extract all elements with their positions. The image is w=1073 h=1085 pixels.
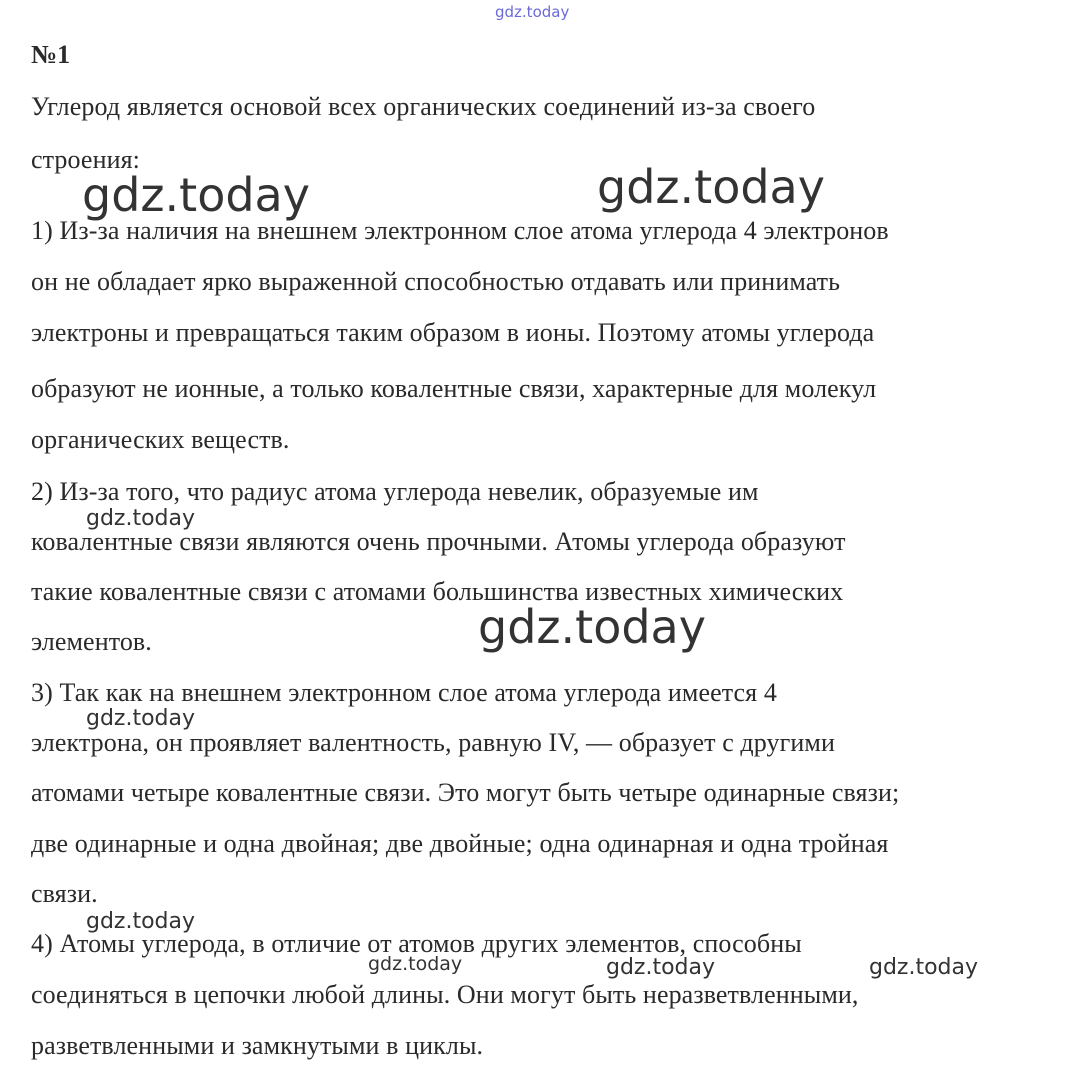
text-line: такие ковалентные связи с атомами большинства известных химических bbox=[31, 577, 844, 606]
watermark: gdz.today bbox=[597, 160, 825, 214]
text-line: образуют не ионные, а только ковалентные связи, характерные для молекул bbox=[31, 374, 877, 403]
text-line: связи. bbox=[31, 879, 98, 908]
watermark: gdz.today bbox=[86, 706, 196, 731]
text-line: электроны и превращаться таким образом в ионы. Поэтому атомы углерода bbox=[31, 318, 875, 347]
text-line: органических веществ. bbox=[31, 425, 290, 454]
watermark: gdz.today bbox=[869, 955, 979, 980]
text-line: ковалентные связи являются очень прочными. Атомы углерода образуют bbox=[31, 527, 846, 556]
watermark: gdz.today bbox=[86, 909, 196, 934]
text-line: электрона, он проявляет валентность, равную IV, — образует с другими bbox=[31, 728, 835, 757]
header-watermark: gdz.today bbox=[495, 3, 570, 21]
text-line: 2) Из-за того, что радиус атома углерода невелик, образуемые им bbox=[31, 477, 759, 506]
text-line: соединяться в цепочки любой длины. Они могут быть неразветвленными, bbox=[31, 980, 859, 1009]
text-line: 4) Атомы углерода, в отличие от атомов других элементов, способны bbox=[31, 929, 802, 958]
exercise-number: №1 bbox=[31, 40, 71, 69]
watermark: gdz.today bbox=[82, 168, 310, 222]
watermark: gdz.today bbox=[606, 955, 716, 980]
text-line: он не обладает ярко выраженной способностью отдавать или принимать bbox=[31, 267, 841, 296]
text-line: разветвленными и замкнутыми в циклы. bbox=[31, 1031, 484, 1060]
text-line: элементов. bbox=[31, 627, 152, 656]
text-line: Углерод является основой всех органических соединений из-за своего bbox=[31, 92, 816, 121]
watermark: gdz.today bbox=[368, 953, 463, 975]
text-line: атомами четыре ковалентные связи. Это могут быть четыре одинарные связи; bbox=[31, 778, 900, 807]
text-line: 1) Из-за наличия на внешнем электронном слое атома углерода 4 электронов bbox=[31, 216, 889, 245]
watermark: gdz.today bbox=[86, 506, 196, 531]
text-line: 3) Так как на внешнем электронном слое атома углерода имеется 4 bbox=[31, 678, 777, 707]
watermark: gdz.today bbox=[478, 600, 706, 654]
text-line: строения: bbox=[31, 145, 140, 174]
text-line: две одинарные и одна двойная; две двойные; одна одинарная и одна тройная bbox=[31, 829, 889, 858]
